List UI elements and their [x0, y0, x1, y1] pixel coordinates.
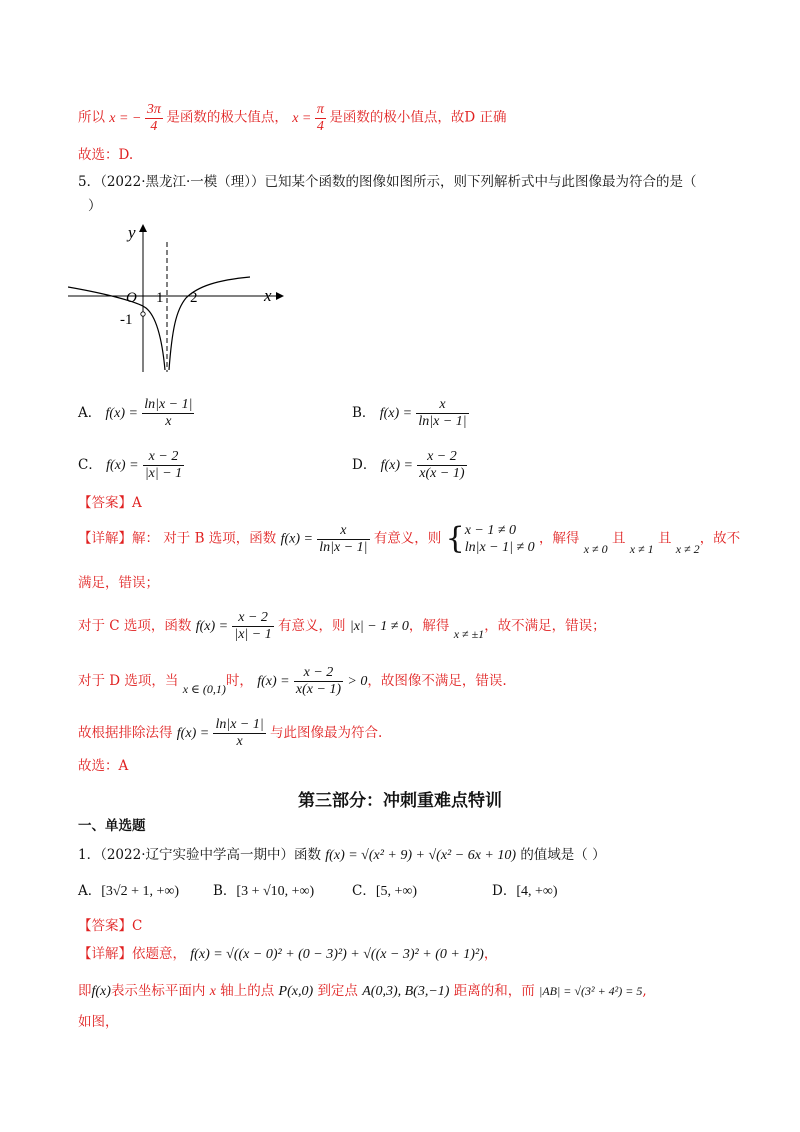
option-letter: B．: [352, 405, 376, 421]
text: 即: [78, 983, 92, 999]
text: 是函数的极大值点，: [166, 109, 288, 126]
numerator: ln|x − 1|: [215, 717, 264, 732]
q1-option-d: [492, 882, 558, 901]
q1-detail-line-2: [78, 982, 647, 1001]
text: 所以: [78, 109, 105, 126]
q1-answer: 【答案】C: [78, 918, 143, 934]
text: 距离的和，而: [453, 983, 535, 999]
text: 对于 D 选项，当: [78, 673, 179, 689]
fx: f(x): [91, 984, 111, 999]
denominator: x(x − 1): [295, 682, 342, 697]
text: ，解得: [408, 618, 450, 634]
text: 与此图像最为符合.: [270, 725, 383, 741]
denominator: |x| − 1: [234, 627, 272, 642]
text: 且: [611, 530, 626, 547]
curve-right-branch: [169, 277, 250, 370]
text: 的值域是（ ）: [520, 847, 606, 863]
q5-stem: 5．（2022·黑龙江·一模（理））已知某个函数的图像如图所示，则下列解析式中与此图像最为符合的是（: [78, 174, 697, 190]
q1-option-a: [78, 882, 179, 901]
q5-detail-line-2: [78, 610, 606, 643]
q5-stem-close: ）: [88, 198, 102, 214]
lhs: f(x) =: [379, 406, 413, 421]
text: 有意义，则: [373, 530, 442, 547]
tick-1-label: 1: [156, 290, 164, 306]
q5-option-d: [352, 449, 467, 482]
text: 轴上的点: [220, 983, 275, 999]
condition-system: [465, 522, 535, 556]
text: ,: [642, 983, 647, 999]
text: ，解得: [538, 530, 580, 547]
denominator: ln|x − 1|: [418, 414, 467, 429]
text: ，故不: [699, 530, 741, 547]
numerator: x: [416, 397, 468, 414]
q5-detail-line-3: [78, 665, 507, 698]
q1-stem: [78, 846, 606, 865]
lhs: f(x) =: [257, 674, 290, 689]
x-axis-arrow: [276, 292, 284, 300]
fraction: [416, 397, 468, 430]
numerator: 3π: [146, 102, 161, 117]
function-expr: f(x) = √((x − 0)² + (0 − 3)²) + √((x − 3)² + (0 + 1)²): [190, 947, 484, 962]
text: ，: [483, 946, 498, 962]
tick-neg1-label: -1: [120, 312, 133, 328]
section-subtitle: 一、单选题: [78, 818, 146, 834]
fraction: [315, 102, 326, 135]
numerator: x: [317, 523, 369, 540]
fraction: [143, 449, 184, 482]
option-letter: D．: [352, 457, 377, 473]
denominator: 4: [150, 119, 158, 134]
fraction: [213, 717, 265, 750]
denominator: ln|x − 1|: [319, 539, 368, 555]
text: x = −: [109, 110, 142, 126]
fraction: [294, 665, 343, 698]
fraction: [417, 449, 466, 482]
q1-detail-line-3: 如图，: [78, 1014, 119, 1030]
condition: |x| − 1 ≠ 0: [349, 619, 409, 634]
q5-choice: 故选：A: [78, 758, 129, 774]
denominator: x: [236, 734, 243, 749]
q5-option-c: [78, 449, 184, 482]
text: 是函数的极小值点，故D 正确: [329, 109, 507, 126]
curve-left-branch: [68, 287, 165, 370]
y-axis-arrow: [139, 224, 147, 232]
numerator: π: [316, 102, 324, 117]
fraction: [317, 523, 369, 556]
option-value: [4, +∞): [516, 884, 558, 899]
option-letter: B．: [213, 883, 237, 899]
option-letter: A．: [78, 883, 102, 899]
x-label: x: [264, 286, 272, 305]
q5-detail-line-1b: 满足，错误；: [78, 575, 159, 591]
q1-option-c: [352, 882, 417, 901]
q1-option-b: [213, 882, 314, 901]
q5-option-a: [78, 397, 194, 430]
function-expr: f(x) = √(x² + 9) + √(x² − 6x + 10): [325, 848, 517, 863]
text: 1．（2022·辽宁实验中学高一期中）函数: [78, 847, 321, 863]
x-var: x: [209, 984, 216, 999]
numerator: ln|x − 1|: [144, 397, 193, 412]
solution: x ≠ ±1: [453, 627, 485, 641]
text: 解： 对于 B 选项，函数: [132, 530, 277, 547]
q1-detail-line-1: [78, 945, 497, 964]
numerator: x − 2: [143, 449, 184, 466]
numerator: x − 2: [417, 449, 466, 466]
section-title: 第三部分：冲刺重难点特训: [298, 791, 502, 811]
y-label: y: [128, 223, 136, 242]
prev-choice: 故选：D.: [78, 147, 134, 163]
points-a-b: A(0,3), B(3,−1): [362, 984, 450, 999]
tick-2-label: 2: [190, 290, 198, 306]
interval: x ∈ (0,1): [182, 682, 226, 696]
lhs: f(x) =: [176, 726, 210, 741]
condition-2: ln|x − 1| ≠ 0: [464, 540, 535, 555]
fraction: [232, 610, 273, 643]
option-letter: C．: [352, 883, 376, 899]
lhs: f(x) =: [106, 458, 139, 473]
text: 故根据排除法得: [78, 725, 173, 741]
text: 到定点: [317, 983, 358, 999]
q5-option-b: [352, 397, 469, 430]
solution-1: x ≠ 0: [583, 541, 608, 556]
solution-2: x ≠ 1: [629, 541, 654, 556]
solution-3: x ≠ 2: [675, 541, 700, 556]
option-letter: A．: [78, 405, 102, 421]
system-brace: {: [445, 521, 465, 556]
text: 且: [657, 530, 672, 547]
text: ，故不满足，错误；: [484, 618, 606, 634]
option-value: [3 + √10, +∞): [236, 884, 315, 899]
point-p: P(x,0): [278, 984, 314, 999]
q5-answer: 【答案】A: [78, 495, 142, 511]
fraction: [142, 397, 194, 430]
text: 对于 C 选项，函数: [78, 618, 192, 634]
denominator: 4: [316, 119, 324, 134]
text: 表示坐标平面内: [110, 983, 206, 999]
min-point-expr: [292, 102, 329, 134]
distance-ab: |AB| = √(3² + 4²) = 5: [539, 984, 643, 998]
q5-detail-line-1: [78, 522, 740, 556]
fraction: [145, 102, 163, 135]
text: 依题意，: [132, 946, 186, 962]
option-value: [5, +∞): [375, 884, 418, 899]
option-letter: C．: [78, 457, 102, 473]
text: 有意义，则: [278, 618, 346, 634]
text: x =: [292, 110, 312, 126]
numerator: x − 2: [232, 610, 273, 627]
option-value: [3√2 + 1, +∞): [101, 884, 180, 899]
denominator: |x| − 1: [144, 466, 183, 481]
lhs: f(x) =: [195, 619, 229, 634]
detail-label: 【详解】: [78, 530, 132, 547]
denominator: x(x − 1): [419, 466, 465, 481]
detail-label: 【详解】: [78, 946, 132, 962]
condition-1: x − 1 ≠ 0: [464, 523, 517, 538]
numerator: x − 2: [294, 665, 343, 682]
lhs: f(x) =: [280, 531, 313, 547]
lhs: f(x) =: [380, 458, 413, 473]
origin-label: O: [126, 290, 137, 306]
point-0-neg1: [141, 312, 145, 316]
q5-detail-line-4: [78, 717, 382, 750]
option-letter: D．: [492, 883, 517, 899]
prev-conclusion-line: [78, 102, 507, 135]
denominator: x: [165, 414, 172, 429]
inequality: > 0: [347, 674, 368, 689]
lhs: f(x) =: [105, 406, 138, 421]
text: ，故图像不满足，错误.: [367, 673, 507, 689]
q5-function-graph: [68, 220, 288, 380]
text: 时，: [225, 673, 253, 689]
